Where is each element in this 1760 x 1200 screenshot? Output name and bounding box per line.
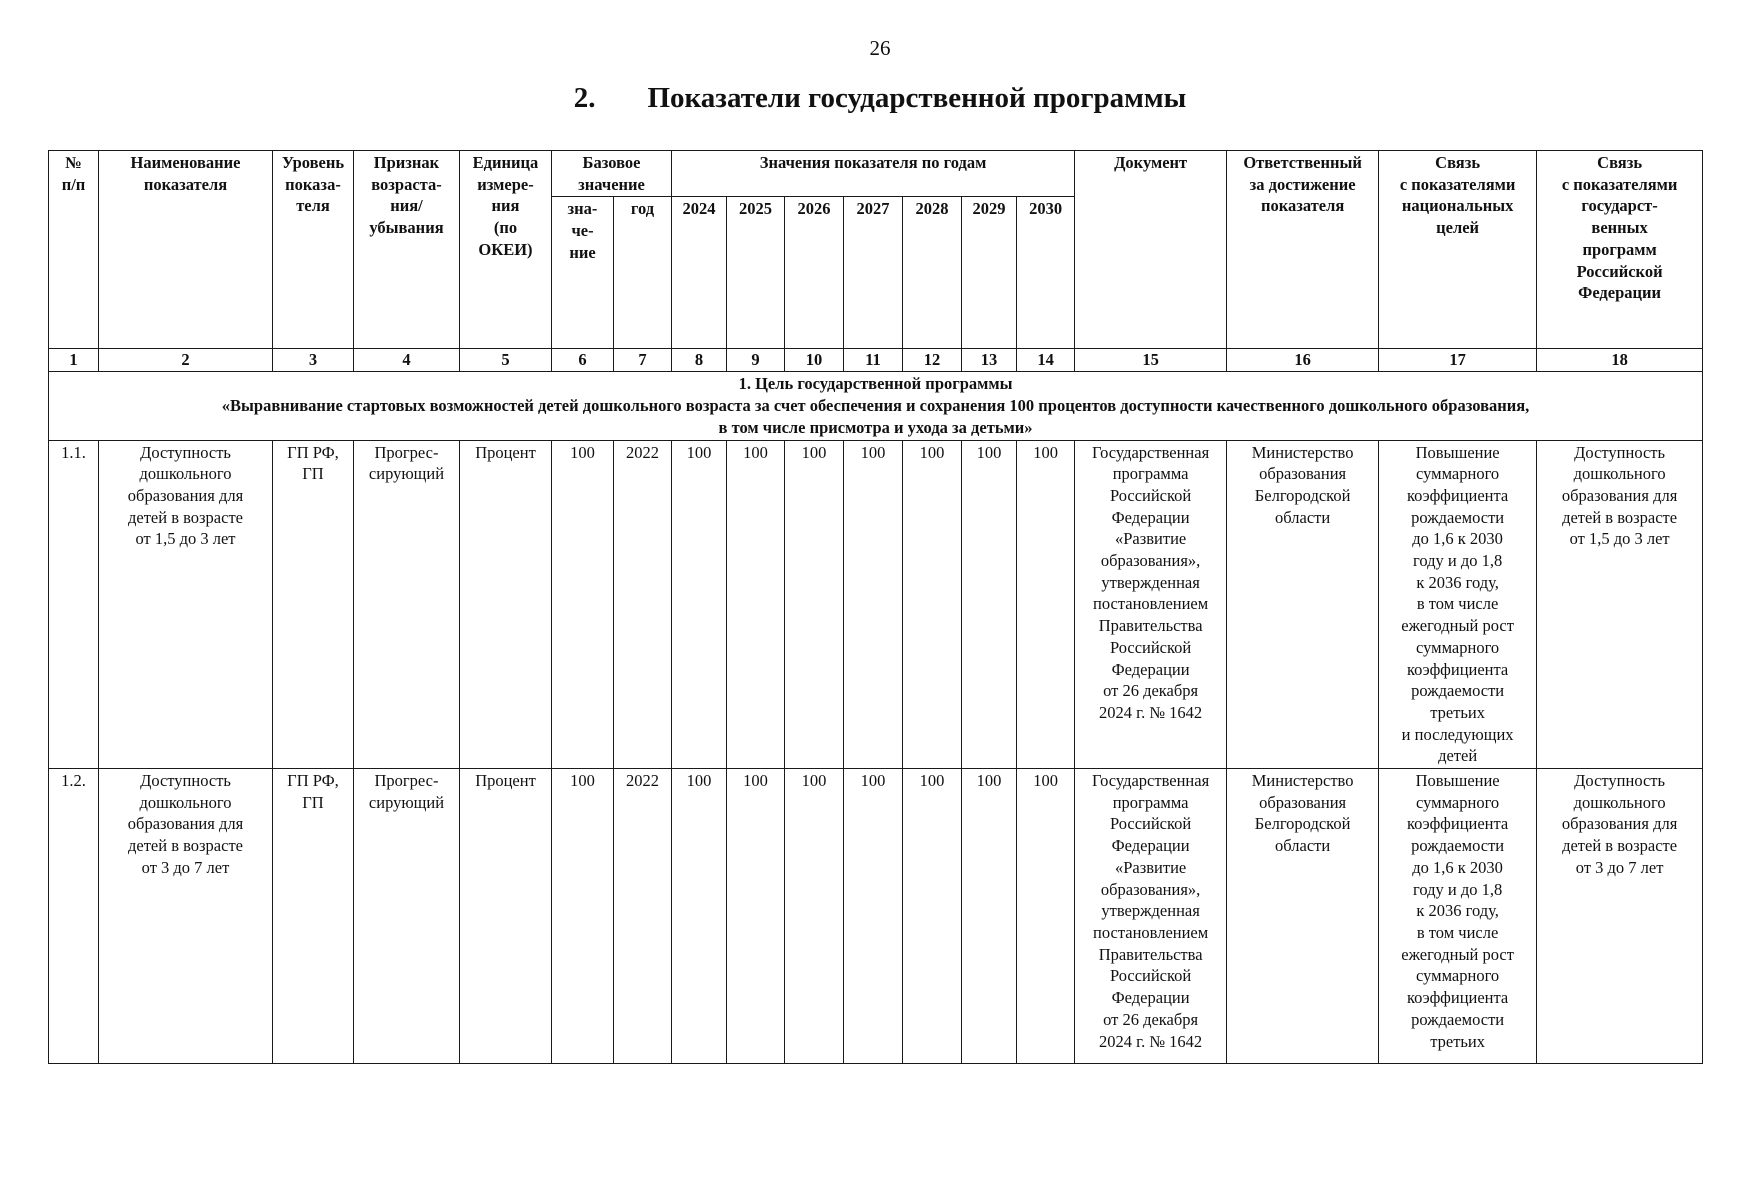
goal-cell <box>49 372 1703 440</box>
header-link-programs: Связь с показателями государст- венных программ Российской Федерации <box>1537 151 1703 349</box>
row-year-value: 100 <box>962 440 1017 769</box>
row-year-value: 100 <box>727 769 785 1064</box>
goal-row <box>49 372 1703 440</box>
column-number: 1 <box>49 349 99 372</box>
header-base-year: год <box>614 197 672 349</box>
row-year-value: 100 <box>903 440 962 769</box>
header-link-national: Связь с показателями национальных целей <box>1379 151 1537 349</box>
row-level: ГП РФ, ГП <box>273 440 354 769</box>
header-years-group: Значения показателя по годам <box>672 151 1075 197</box>
column-number: 9 <box>727 349 785 372</box>
row-unit: Процент <box>460 440 552 769</box>
row-document: Государственная программа Российской Федерации «Развитие образования», утвержденная постановлением Правительства Российской Федерации от 26 декабря 2024 г. № 1642 <box>1075 440 1227 769</box>
header-base: Базовое значение <box>552 151 672 197</box>
row-year-value: 100 <box>844 769 903 1064</box>
row-num: 1.1. <box>49 440 99 769</box>
row-link-national: Повышение суммарного коэффициента рождаемости до 1,6 к 2030 году и до 1,8 к 2036 году, в том числе ежегодный рост суммарного коэффициента рождаемости третьих <box>1379 769 1537 1064</box>
column-number: 6 <box>552 349 614 372</box>
row-base-year: 2022 <box>614 769 672 1064</box>
column-number: 18 <box>1537 349 1703 372</box>
row-year-value: 100 <box>962 769 1017 1064</box>
row-unit: Процент <box>460 769 552 1064</box>
goal-title: 1. Цель государственной программы <box>738 374 1013 394</box>
header-year: 2027 <box>844 197 903 349</box>
row-trend: Прогрес- сирующий <box>354 440 460 769</box>
row-responsible: Министерство образования Белгородской области <box>1227 440 1379 769</box>
column-number: 16 <box>1227 349 1379 372</box>
header-base-value: зна- че- ние <box>552 197 614 349</box>
column-number: 11 <box>844 349 903 372</box>
row-year-value: 100 <box>1017 440 1075 769</box>
header-year: 2026 <box>785 197 844 349</box>
row-base-value: 100 <box>552 769 614 1064</box>
table-row <box>49 769 1703 1064</box>
row-year-value: 100 <box>672 440 727 769</box>
indicators-table <box>48 150 1703 1064</box>
table-row <box>49 440 1703 769</box>
section-title <box>0 82 1760 115</box>
column-number: 10 <box>785 349 844 372</box>
header-name: Наименование показателя <box>99 151 273 349</box>
row-year-value: 100 <box>1017 769 1075 1064</box>
header-row-top <box>49 151 1703 197</box>
column-number: 2 <box>99 349 273 372</box>
section-title-text: Показатели государственной программы <box>647 82 1187 114</box>
row-year-value: 100 <box>785 769 844 1064</box>
column-number: 12 <box>903 349 962 372</box>
header-num: № п/п <box>49 151 99 349</box>
row-year-value: 100 <box>903 769 962 1064</box>
page-number: 26 <box>869 36 891 60</box>
column-number: 14 <box>1017 349 1075 372</box>
header-year: 2029 <box>962 197 1017 349</box>
section-number: 2. <box>573 82 596 114</box>
column-number: 8 <box>672 349 727 372</box>
row-year-value: 100 <box>727 440 785 769</box>
column-number: 13 <box>962 349 1017 372</box>
header-year: 2028 <box>903 197 962 349</box>
goal-text: «Выравнивание стартовых возможностей детей дошкольного возраста за счет обеспечения и сохранения 100 процентов доступности качественного дошкольного образования, в том числе присмотра и ухода за детьми» <box>221 396 1530 437</box>
header-year: 2024 <box>672 197 727 349</box>
row-trend: Прогрес- сирующий <box>354 769 460 1064</box>
row-link-programs: Доступность дошкольного образования для детей в возрасте от 3 до 7 лет <box>1537 769 1703 1064</box>
row-base-year: 2022 <box>614 440 672 769</box>
row-year-value: 100 <box>672 769 727 1064</box>
row-indicator-name: Доступность дошкольного образования для детей в возрасте от 3 до 7 лет <box>99 769 273 1064</box>
column-number: 5 <box>460 349 552 372</box>
header-year: 2025 <box>727 197 785 349</box>
row-level: ГП РФ, ГП <box>273 769 354 1064</box>
row-link-national: Повышение суммарного коэффициента рождаемости до 1,6 к 2030 году и до 1,8 к 2036 году, в том числе ежегодный рост суммарного коэффициента рождаемости третьих и последующих детей <box>1379 440 1537 769</box>
header-unit: Единица измере- ния (по ОКЕИ) <box>460 151 552 349</box>
column-number: 4 <box>354 349 460 372</box>
row-year-value: 100 <box>785 440 844 769</box>
column-number: 3 <box>273 349 354 372</box>
header-level: Уровень показа- теля <box>273 151 354 349</box>
row-year-value: 100 <box>844 440 903 769</box>
column-number: 15 <box>1075 349 1227 372</box>
header-document: Документ <box>1075 151 1227 349</box>
column-numbers-row <box>49 349 1703 372</box>
column-number: 17 <box>1379 349 1537 372</box>
header-responsible: Ответственный за достижение показателя <box>1227 151 1379 349</box>
row-link-programs: Доступность дошкольного образования для детей в возрасте от 1,5 до 3 лет <box>1537 440 1703 769</box>
row-base-value: 100 <box>552 440 614 769</box>
row-document: Государственная программа Российской Федерации «Развитие образования», утвержденная постановлением Правительства Российской Федерации от 26 декабря 2024 г. № 1642 <box>1075 769 1227 1064</box>
row-responsible: Министерство образования Белгородской области <box>1227 769 1379 1064</box>
header-trend: Признак возраста- ния/ убывания <box>354 151 460 349</box>
row-indicator-name: Доступность дошкольного образования для детей в возрасте от 1,5 до 3 лет <box>99 440 273 769</box>
column-number: 7 <box>614 349 672 372</box>
row-num: 1.2. <box>49 769 99 1064</box>
header-year: 2030 <box>1017 197 1075 349</box>
